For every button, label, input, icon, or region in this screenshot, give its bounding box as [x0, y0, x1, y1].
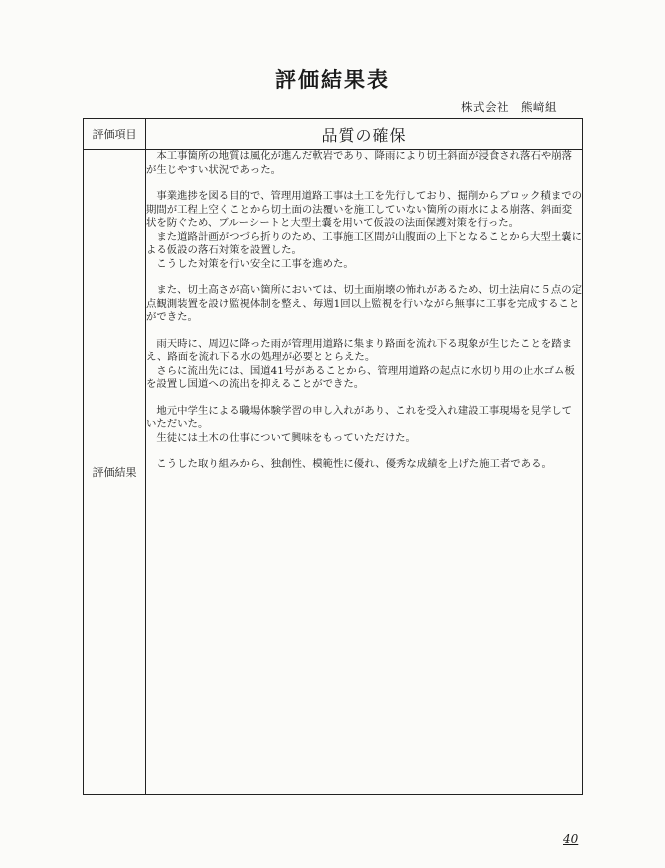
paragraph: また、切土高さが高い箇所においては、切土面崩壊の怖れがあるため、切土法肩に５点の定点観測装置を設け監視体制を整え、毎週1回以上監視を行いながら無事に工事を完成することができた。: [146, 284, 582, 323]
paragraph: 本工事箇所の地質は風化が進んだ軟岩であり、降雨により切土斜面が浸食され落石や崩落が生じやすい状況であった。: [146, 150, 573, 176]
paragraph-gap: [146, 325, 582, 338]
paragraph: こうした取り組みから、独創性、模範性に優れ、優秀な成績を上げた施工者である。: [146, 458, 552, 470]
paragraph: 地元中学生による職場体験学習の申し入れがあり、これを受入れ建設工事現場を見学していただいた。: [146, 404, 573, 430]
body-label: 評価結果: [84, 150, 146, 795]
header-topic: 品質の確保: [146, 119, 583, 150]
company-name: 株式会社 熊﨑組: [461, 100, 557, 114]
paragraph-gap: [146, 271, 582, 284]
page-number: 40: [563, 832, 579, 846]
paragraph: 雨天時に、周辺に降った雨が管理用道路に集まり路面を流れ下る現象が生じたことを踏まえ、路面を流れ下る水の処理が必要ととらえた。: [146, 337, 573, 363]
evaluation-table: [83, 118, 583, 795]
paragraph: 生徒には土木の仕事について興味をもっていただけた。: [146, 431, 416, 444]
paragraph: 事業進捗を図る目的で、管理用道路工事は土工を先行しており、掘削からブロック積までの期間が工程上空くことから切土面の法覆いを施工していない箇所の雨水による崩落、斜面変状を防ぐため、ブルーシートと大型土嚢を用いて仮設の法面保護対策を行った。: [146, 190, 582, 229]
paragraph-gap: [146, 177, 582, 190]
paragraph: こうした対策を行い安全に工事を進めた。: [146, 257, 354, 270]
evaluation-content: [146, 150, 583, 795]
paragraph: さらに流出先には、国道41号があることから、管理用道路の起点に水切り用の止水ゴム板を設置し国道への流出を抑えることができた。: [146, 364, 575, 390]
table-body-row: [84, 150, 583, 795]
paragraph-gap: [146, 445, 582, 458]
table-header-row: [84, 119, 583, 150]
document-title: 評価結果表: [275, 68, 390, 92]
paragraph-gap: [146, 392, 582, 405]
header-label: 評価項目: [84, 119, 146, 150]
paragraph: また道路計画がつづら折りのため、工事施工区間が山腹面の上下となることから大型土嚢による仮設の落石対策を設置した。: [146, 230, 582, 256]
